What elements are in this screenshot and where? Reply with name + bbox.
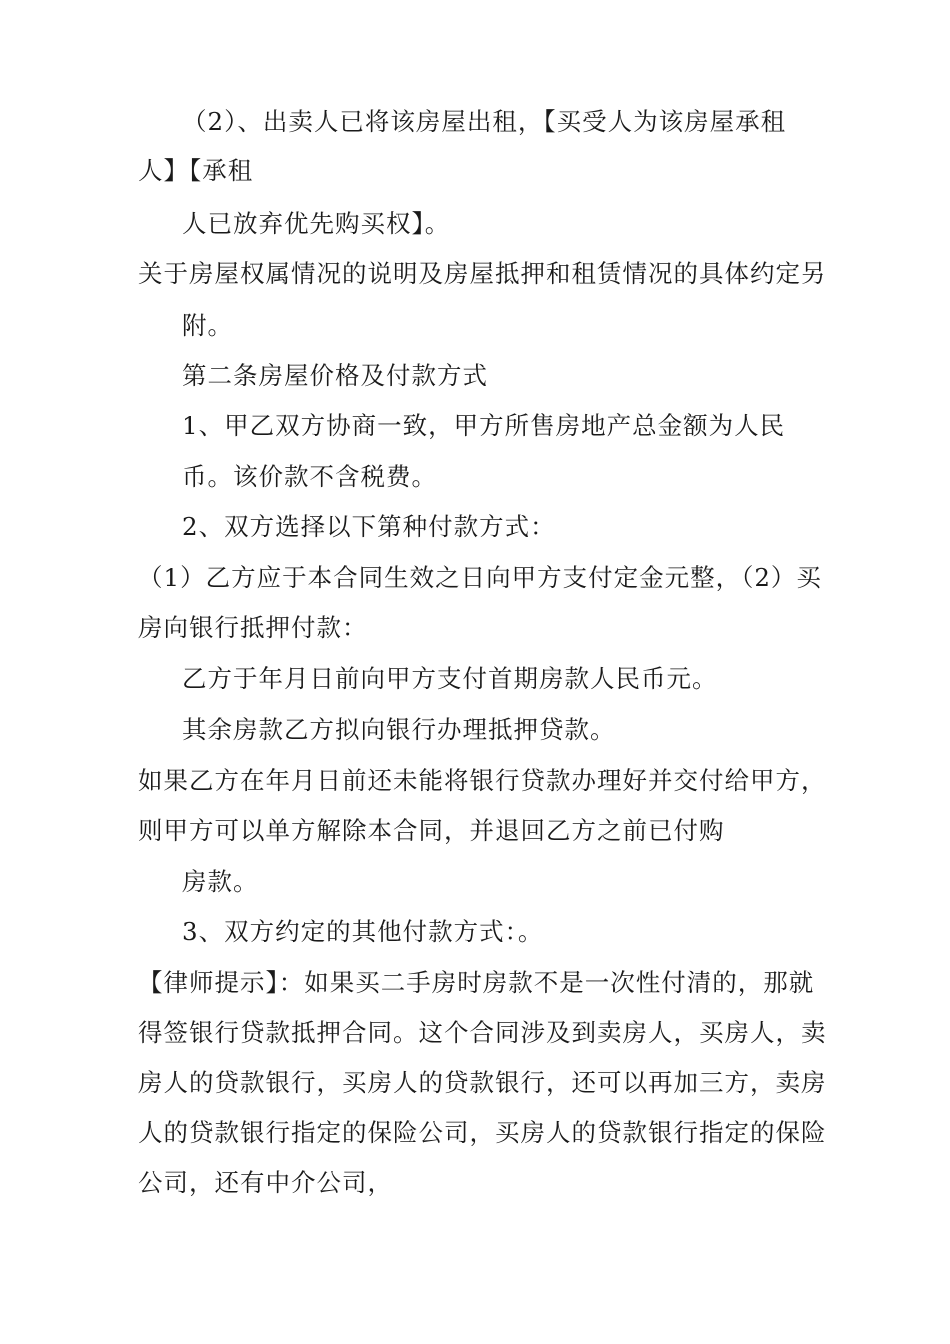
lawyer-tip-line: 【律师提示】：如果买二手房时房款不是一次性付清的，那就 <box>138 968 815 997</box>
text-line: 1、甲乙双方协商一致，甲方所售房地产总金额为人民 <box>182 411 786 440</box>
text-line: 人】【承租 <box>138 156 254 185</box>
text-line: 房人的贷款银行，买房人的贷款银行，还可以再加三方，卖房 <box>138 1068 827 1097</box>
text-line: 公司，还有中介公司， <box>138 1168 393 1197</box>
text-line: 则甲方可以单方解除本合同，并退回乙方之前已付购 <box>138 816 725 845</box>
text-line: 其余房款乙方拟向银行办理抵押贷款。 <box>182 715 616 744</box>
text-line: 得签银行贷款抵押合同。这个合同涉及到卖房人，买房人，卖 <box>138 1018 827 1047</box>
text-line: 2、双方选择以下第种付款方式： <box>182 512 556 541</box>
text-line: 乙方于年月日前向甲方支付首期房款人民币元。 <box>182 664 718 693</box>
text-line: 关于房屋权属情况的说明及房屋抵押和租赁情况的具体约定另 <box>138 259 827 288</box>
text-line: （1）乙方应于本合同生效之日向甲方支付定金元整，（2）买 <box>138 563 822 592</box>
text-line: 如果乙方在年月日前还未能将银行贷款办理好并交付给甲方， <box>138 766 827 795</box>
text-line: 人已放弃优先购买权】。 <box>182 209 451 238</box>
text-line: 房向银行抵押付款： <box>138 613 368 642</box>
text-line: 人的贷款银行指定的保险公司，买房人的贷款银行指定的保险 <box>138 1118 827 1147</box>
text-line: 房款。 <box>182 867 259 896</box>
text-line: 附。 <box>182 311 233 340</box>
section-heading: 第二条房屋价格及付款方式 <box>182 361 488 390</box>
text-line: （2）、出卖人已将该房屋出租，【买受人为该房屋承租 <box>182 107 787 136</box>
text-line: 3、双方约定的其他付款方式：。 <box>182 917 544 946</box>
text-line: 币。该价款不含税费。 <box>182 462 437 491</box>
